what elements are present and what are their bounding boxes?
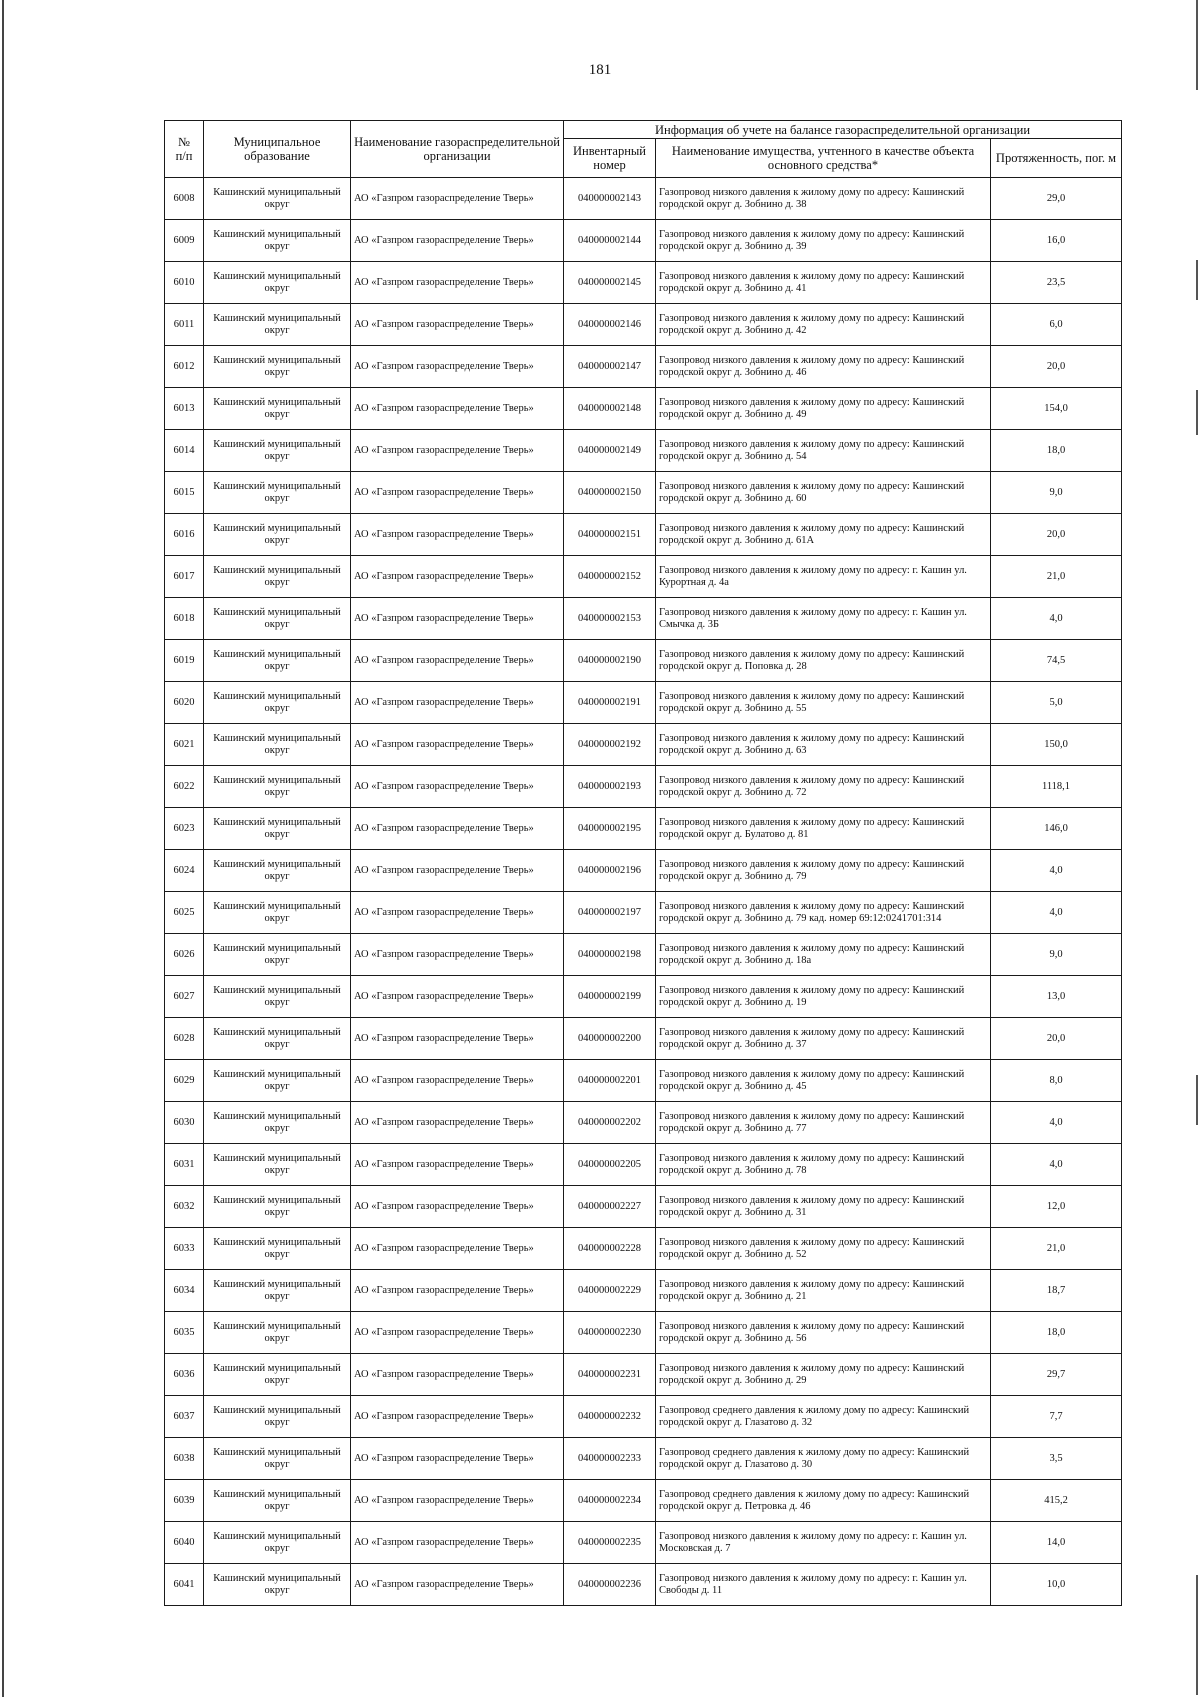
cell-municipality: Кашинский муниципальный округ: [204, 262, 351, 304]
cell-num: 6040: [165, 1522, 204, 1564]
cell-length: 20,0: [991, 346, 1122, 388]
cell-inventory: 040000002190: [564, 640, 656, 682]
cell-municipality: Кашинский муниципальный округ: [204, 1564, 351, 1606]
cell-property: Газопровод низкого давления к жилому дому по адресу: Кашинский городской округ д. Зобнино д. 63: [656, 724, 991, 766]
table-row: [165, 1144, 1122, 1186]
cell-property: Газопровод низкого давления к жилому дому по адресу: Кашинский городской округ д. Зобнино д. 61А: [656, 514, 991, 556]
header-num: № п/п: [165, 121, 204, 178]
cell-municipality: Кашинский муниципальный округ: [204, 1228, 351, 1270]
cell-organization: АО «Газпром газораспределение Тверь»: [351, 556, 564, 598]
cell-num: 6030: [165, 1102, 204, 1144]
cell-property: Газопровод низкого давления к жилому дому по адресу: Кашинский городской округ д. Зобнино д. 31: [656, 1186, 991, 1228]
cell-length: 150,0: [991, 724, 1122, 766]
scan-right-mark: [1196, 1575, 1198, 1695]
cell-inventory: 040000002198: [564, 934, 656, 976]
table-row: [165, 430, 1122, 472]
cell-length: 9,0: [991, 934, 1122, 976]
table-row: [165, 976, 1122, 1018]
header-balance-group: Информация об учете на балансе газораспределительной организации: [564, 121, 1122, 139]
table-row: [165, 1060, 1122, 1102]
cell-property: Газопровод низкого давления к жилому дому по адресу: Кашинский городской округ д. Зобнино д. 29: [656, 1354, 991, 1396]
cell-organization: АО «Газпром газораспределение Тверь»: [351, 1312, 564, 1354]
cell-property: Газопровод среднего давления к жилому дому по адресу: Кашинский городской округ д. Петровка д. 46: [656, 1480, 991, 1522]
cell-inventory: 040000002233: [564, 1438, 656, 1480]
table-row: [165, 808, 1122, 850]
cell-inventory: 040000002150: [564, 472, 656, 514]
table-row: [165, 1270, 1122, 1312]
cell-inventory: 040000002234: [564, 1480, 656, 1522]
cell-length: 18,0: [991, 430, 1122, 472]
cell-property: Газопровод низкого давления к жилому дому по адресу: Кашинский городской округ д. Зобнино д. 38: [656, 178, 991, 220]
cell-length: 4,0: [991, 598, 1122, 640]
cell-municipality: Кашинский муниципальный округ: [204, 892, 351, 934]
cell-length: 29,7: [991, 1354, 1122, 1396]
cell-num: 6021: [165, 724, 204, 766]
cell-property: Газопровод низкого давления к жилому дому по адресу: Кашинский городской округ д. Зобнино д. 46: [656, 346, 991, 388]
cell-organization: АО «Газпром газораспределение Тверь»: [351, 346, 564, 388]
cell-organization: АО «Газпром газораспределение Тверь»: [351, 1396, 564, 1438]
cell-municipality: Кашинский муниципальный округ: [204, 808, 351, 850]
cell-length: 146,0: [991, 808, 1122, 850]
cell-length: 29,0: [991, 178, 1122, 220]
table-row: [165, 220, 1122, 262]
cell-inventory: 040000002145: [564, 262, 656, 304]
cell-organization: АО «Газпром газораспределение Тверь»: [351, 514, 564, 556]
cell-organization: АО «Газпром газораспределение Тверь»: [351, 1186, 564, 1228]
cell-organization: АО «Газпром газораспределение Тверь»: [351, 682, 564, 724]
cell-organization: АО «Газпром газораспределение Тверь»: [351, 304, 564, 346]
cell-municipality: Кашинский муниципальный округ: [204, 430, 351, 472]
table-row: [165, 304, 1122, 346]
cell-num: 6027: [165, 976, 204, 1018]
cell-num: 6023: [165, 808, 204, 850]
cell-municipality: Кашинский муниципальный округ: [204, 472, 351, 514]
cell-municipality: Кашинский муниципальный округ: [204, 514, 351, 556]
table-row: [165, 1438, 1122, 1480]
cell-length: 10,0: [991, 1564, 1122, 1606]
cell-inventory: 040000002152: [564, 556, 656, 598]
cell-organization: АО «Газпром газораспределение Тверь»: [351, 472, 564, 514]
table-row: [165, 1102, 1122, 1144]
cell-property: Газопровод низкого давления к жилому дому по адресу: Кашинский городской округ д. Зобнино д. 79 кад. номер 69:12:0241701:314: [656, 892, 991, 934]
cell-length: 13,0: [991, 976, 1122, 1018]
cell-organization: АО «Газпром газораспределение Тверь»: [351, 1060, 564, 1102]
cell-inventory: 040000002197: [564, 892, 656, 934]
cell-num: 6015: [165, 472, 204, 514]
cell-inventory: 040000002146: [564, 304, 656, 346]
header-organization: Наименование газораспределительной организации: [351, 121, 564, 178]
cell-property: Газопровод среднего давления к жилому дому по адресу: Кашинский городской округ д. Глазатово д. 30: [656, 1438, 991, 1480]
cell-property: Газопровод низкого давления к жилому дому по адресу: Кашинский городской округ д. Булатово д. 81: [656, 808, 991, 850]
cell-num: 6013: [165, 388, 204, 430]
cell-inventory: 040000002149: [564, 430, 656, 472]
cell-inventory: 040000002199: [564, 976, 656, 1018]
cell-municipality: Кашинский муниципальный округ: [204, 1354, 351, 1396]
cell-length: 8,0: [991, 1060, 1122, 1102]
cell-num: 6031: [165, 1144, 204, 1186]
cell-municipality: Кашинский муниципальный округ: [204, 1186, 351, 1228]
cell-num: 6034: [165, 1270, 204, 1312]
cell-inventory: 040000002201: [564, 1060, 656, 1102]
cell-inventory: 040000002236: [564, 1564, 656, 1606]
table-row: [165, 640, 1122, 682]
cell-organization: АО «Газпром газораспределение Тверь»: [351, 724, 564, 766]
cell-organization: АО «Газпром газораспределение Тверь»: [351, 808, 564, 850]
cell-length: 3,5: [991, 1438, 1122, 1480]
cell-municipality: Кашинский муниципальный округ: [204, 1522, 351, 1564]
cell-property: Газопровод низкого давления к жилому дому по адресу: Кашинский городской округ д. Зобнино д. 37: [656, 1018, 991, 1060]
property-table: [164, 120, 1122, 1606]
cell-length: 16,0: [991, 220, 1122, 262]
scan-right-mark: [1196, 390, 1198, 435]
cell-num: 6008: [165, 178, 204, 220]
cell-property: Газопровод низкого давления к жилому дому по адресу: Кашинский городской округ д. Поповка д. 28: [656, 640, 991, 682]
cell-length: 14,0: [991, 1522, 1122, 1564]
table-row: [165, 1228, 1122, 1270]
cell-organization: АО «Газпром газораспределение Тверь»: [351, 1144, 564, 1186]
cell-property: Газопровод низкого давления к жилому дому по адресу: г. Кашин ул. Свободы д. 11: [656, 1564, 991, 1606]
table-row: [165, 724, 1122, 766]
cell-length: 20,0: [991, 514, 1122, 556]
cell-inventory: 040000002202: [564, 1102, 656, 1144]
cell-num: 6028: [165, 1018, 204, 1060]
cell-organization: АО «Газпром газораспределение Тверь»: [351, 262, 564, 304]
cell-municipality: Кашинский муниципальный округ: [204, 1438, 351, 1480]
table-row: [165, 1018, 1122, 1060]
cell-inventory: 040000002196: [564, 850, 656, 892]
cell-property: Газопровод низкого давления к жилому дому по адресу: Кашинский городской округ д. Зобнино д. 56: [656, 1312, 991, 1354]
table-row: [165, 514, 1122, 556]
cell-length: 21,0: [991, 556, 1122, 598]
cell-municipality: Кашинский муниципальный округ: [204, 1270, 351, 1312]
cell-length: 4,0: [991, 1102, 1122, 1144]
cell-organization: АО «Газпром газораспределение Тверь»: [351, 220, 564, 262]
cell-property: Газопровод низкого давления к жилому дому по адресу: Кашинский городской округ д. Зобнино д. 78: [656, 1144, 991, 1186]
cell-length: 415,2: [991, 1480, 1122, 1522]
cell-inventory: 040000002191: [564, 682, 656, 724]
table-row: [165, 766, 1122, 808]
cell-num: 6025: [165, 892, 204, 934]
cell-municipality: Кашинский муниципальный округ: [204, 1144, 351, 1186]
header-property: Наименование имущества, учтенного в качестве объекта основного средства*: [656, 139, 991, 178]
cell-municipality: Кашинский муниципальный округ: [204, 766, 351, 808]
cell-length: 20,0: [991, 1018, 1122, 1060]
table-row: [165, 1396, 1122, 1438]
cell-property: Газопровод низкого давления к жилому дому по адресу: Кашинский городской округ д. Зобнино д. 45: [656, 1060, 991, 1102]
table-row: [165, 682, 1122, 724]
cell-municipality: Кашинский муниципальный округ: [204, 934, 351, 976]
cell-inventory: 040000002147: [564, 346, 656, 388]
cell-num: 6014: [165, 430, 204, 472]
cell-property: Газопровод низкого давления к жилому дому по адресу: Кашинский городской округ д. Зобнино д. 41: [656, 262, 991, 304]
cell-municipality: Кашинский муниципальный округ: [204, 1060, 351, 1102]
table-row: [165, 1522, 1122, 1564]
cell-inventory: 040000002205: [564, 1144, 656, 1186]
table-row: [165, 1564, 1122, 1606]
cell-organization: АО «Газпром газораспределение Тверь»: [351, 1102, 564, 1144]
cell-property: Газопровод низкого давления к жилому дому по адресу: Кашинский городской округ д. Зобнино д. 39: [656, 220, 991, 262]
cell-municipality: Кашинский муниципальный округ: [204, 388, 351, 430]
cell-municipality: Кашинский муниципальный округ: [204, 724, 351, 766]
cell-inventory: 040000002143: [564, 178, 656, 220]
cell-municipality: Кашинский муниципальный округ: [204, 556, 351, 598]
header-length: Протяженность, пог. м: [991, 139, 1122, 178]
table-row: [165, 598, 1122, 640]
cell-organization: АО «Газпром газораспределение Тверь»: [351, 1228, 564, 1270]
cell-municipality: Кашинский муниципальный округ: [204, 850, 351, 892]
cell-inventory: 040000002230: [564, 1312, 656, 1354]
cell-num: 6010: [165, 262, 204, 304]
cell-length: 6,0: [991, 304, 1122, 346]
cell-length: 74,5: [991, 640, 1122, 682]
table-row: [165, 1354, 1122, 1396]
cell-property: Газопровод низкого давления к жилому дому по адресу: Кашинский городской округ д. Зобнино д. 77: [656, 1102, 991, 1144]
cell-municipality: Кашинский муниципальный округ: [204, 346, 351, 388]
cell-property: Газопровод низкого давления к жилому дому по адресу: Кашинский городской округ д. Зобнино д. 79: [656, 850, 991, 892]
cell-length: 4,0: [991, 892, 1122, 934]
table-row: [165, 1480, 1122, 1522]
cell-inventory: 040000002231: [564, 1354, 656, 1396]
cell-inventory: 040000002228: [564, 1228, 656, 1270]
cell-municipality: Кашинский муниципальный округ: [204, 598, 351, 640]
cell-length: 21,0: [991, 1228, 1122, 1270]
cell-municipality: Кашинский муниципальный округ: [204, 1480, 351, 1522]
cell-length: 5,0: [991, 682, 1122, 724]
cell-inventory: 040000002144: [564, 220, 656, 262]
cell-inventory: 040000002151: [564, 514, 656, 556]
cell-inventory: 040000002229: [564, 1270, 656, 1312]
cell-length: 12,0: [991, 1186, 1122, 1228]
cell-organization: АО «Газпром газораспределение Тверь»: [351, 598, 564, 640]
cell-inventory: 040000002195: [564, 808, 656, 850]
cell-municipality: Кашинский муниципальный округ: [204, 1018, 351, 1060]
cell-num: 6038: [165, 1438, 204, 1480]
cell-organization: АО «Газпром газораспределение Тверь»: [351, 1018, 564, 1060]
cell-organization: АО «Газпром газораспределение Тверь»: [351, 1522, 564, 1564]
cell-organization: АО «Газпром газораспределение Тверь»: [351, 934, 564, 976]
cell-organization: АО «Газпром газораспределение Тверь»: [351, 178, 564, 220]
cell-num: 6012: [165, 346, 204, 388]
cell-municipality: Кашинский муниципальный округ: [204, 178, 351, 220]
cell-organization: АО «Газпром газораспределение Тверь»: [351, 1564, 564, 1606]
cell-length: 154,0: [991, 388, 1122, 430]
cell-num: 6011: [165, 304, 204, 346]
cell-inventory: 040000002227: [564, 1186, 656, 1228]
table-row: [165, 850, 1122, 892]
cell-property: Газопровод низкого давления к жилому дому по адресу: г. Кашин ул. Курортная д. 4а: [656, 556, 991, 598]
cell-property: Газопровод низкого давления к жилому дому по адресу: г. Кашин ул. Московская д. 7: [656, 1522, 991, 1564]
cell-num: 6029: [165, 1060, 204, 1102]
cell-length: 1118,1: [991, 766, 1122, 808]
cell-inventory: 040000002192: [564, 724, 656, 766]
cell-municipality: Кашинский муниципальный округ: [204, 220, 351, 262]
cell-organization: АО «Газпром газораспределение Тверь»: [351, 976, 564, 1018]
cell-num: 6033: [165, 1228, 204, 1270]
cell-inventory: 040000002193: [564, 766, 656, 808]
cell-property: Газопровод низкого давления к жилому дому по адресу: Кашинский городской округ д. Зобнино д. 18а: [656, 934, 991, 976]
cell-organization: АО «Газпром газораспределение Тверь»: [351, 388, 564, 430]
cell-property: Газопровод низкого давления к жилому дому по адресу: Кашинский городской округ д. Зобнино д. 60: [656, 472, 991, 514]
cell-municipality: Кашинский муниципальный округ: [204, 1102, 351, 1144]
cell-organization: АО «Газпром газораспределение Тверь»: [351, 1480, 564, 1522]
cell-property: Газопровод низкого давления к жилому дому по адресу: Кашинский городской округ д. Зобнино д. 55: [656, 682, 991, 724]
scan-right-mark: [1196, 1075, 1198, 1125]
cell-num: 6032: [165, 1186, 204, 1228]
cell-inventory: 040000002235: [564, 1522, 656, 1564]
cell-property: Газопровод низкого давления к жилому дому по адресу: Кашинский городской округ д. Зобнино д. 42: [656, 304, 991, 346]
cell-organization: АО «Газпром газораспределение Тверь»: [351, 1354, 564, 1396]
cell-municipality: Кашинский муниципальный округ: [204, 304, 351, 346]
cell-municipality: Кашинский муниципальный округ: [204, 976, 351, 1018]
table-row: [165, 934, 1122, 976]
header-municipality: Муниципальное образование: [204, 121, 351, 178]
cell-length: 7,7: [991, 1396, 1122, 1438]
cell-organization: АО «Газпром газораспределение Тверь»: [351, 1438, 564, 1480]
cell-num: 6020: [165, 682, 204, 724]
cell-organization: АО «Газпром газораспределение Тверь»: [351, 1270, 564, 1312]
header-inventory: Инвентарный номер: [564, 139, 656, 178]
cell-num: 6022: [165, 766, 204, 808]
cell-num: 6019: [165, 640, 204, 682]
table-row: [165, 472, 1122, 514]
table-row: [165, 388, 1122, 430]
cell-num: 6037: [165, 1396, 204, 1438]
cell-length: 18,0: [991, 1312, 1122, 1354]
cell-property: Газопровод низкого давления к жилому дому по адресу: Кашинский городской округ д. Зобнино д. 19: [656, 976, 991, 1018]
cell-organization: АО «Газпром газораспределение Тверь»: [351, 430, 564, 472]
cell-length: 9,0: [991, 472, 1122, 514]
page-number: 181: [588, 62, 612, 78]
cell-property: Газопровод низкого давления к жилому дому по адресу: Кашинский городской округ д. Зобнино д. 49: [656, 388, 991, 430]
cell-organization: АО «Газпром газораспределение Тверь»: [351, 850, 564, 892]
table-row: [165, 346, 1122, 388]
cell-num: 6036: [165, 1354, 204, 1396]
cell-property: Газопровод среднего давления к жилому дому по адресу: Кашинский городской округ д. Глазатово д. 32: [656, 1396, 991, 1438]
cell-num: 6016: [165, 514, 204, 556]
cell-inventory: 040000002232: [564, 1396, 656, 1438]
cell-organization: АО «Газпром газораспределение Тверь»: [351, 640, 564, 682]
cell-length: 23,5: [991, 262, 1122, 304]
cell-num: 6026: [165, 934, 204, 976]
cell-num: 6039: [165, 1480, 204, 1522]
cell-length: 4,0: [991, 1144, 1122, 1186]
cell-municipality: Кашинский муниципальный округ: [204, 1396, 351, 1438]
cell-property: Газопровод низкого давления к жилому дому по адресу: Кашинский городской округ д. Зобнино д. 52: [656, 1228, 991, 1270]
table-row: [165, 262, 1122, 304]
cell-organization: АО «Газпром газораспределение Тверь»: [351, 766, 564, 808]
cell-inventory: 040000002153: [564, 598, 656, 640]
table-row: [165, 178, 1122, 220]
cell-num: 6017: [165, 556, 204, 598]
scan-right-mark: [1196, 260, 1198, 300]
cell-num: 6035: [165, 1312, 204, 1354]
cell-property: Газопровод низкого давления к жилому дому по адресу: г. Кашин ул. Смычка д. 3Б: [656, 598, 991, 640]
cell-property: Газопровод низкого давления к жилому дому по адресу: Кашинский городской округ д. Зобнино д. 54: [656, 430, 991, 472]
cell-num: 6024: [165, 850, 204, 892]
table-row: [165, 1186, 1122, 1228]
cell-num: 6009: [165, 220, 204, 262]
cell-organization: АО «Газпром газораспределение Тверь»: [351, 892, 564, 934]
cell-length: 4,0: [991, 850, 1122, 892]
cell-property: Газопровод низкого давления к жилому дому по адресу: Кашинский городской округ д. Зобнино д. 72: [656, 766, 991, 808]
scan-left-edge: [2, 0, 4, 1697]
table-row: [165, 1312, 1122, 1354]
cell-length: 18,7: [991, 1270, 1122, 1312]
table-body: [165, 178, 1122, 1606]
cell-property: Газопровод низкого давления к жилому дому по адресу: Кашинский городской округ д. Зобнино д. 21: [656, 1270, 991, 1312]
table-row: [165, 556, 1122, 598]
cell-inventory: 040000002200: [564, 1018, 656, 1060]
table-row: [165, 892, 1122, 934]
cell-municipality: Кашинский муниципальный округ: [204, 640, 351, 682]
cell-num: 6041: [165, 1564, 204, 1606]
cell-inventory: 040000002148: [564, 388, 656, 430]
cell-num: 6018: [165, 598, 204, 640]
cell-municipality: Кашинский муниципальный округ: [204, 1312, 351, 1354]
cell-municipality: Кашинский муниципальный округ: [204, 682, 351, 724]
